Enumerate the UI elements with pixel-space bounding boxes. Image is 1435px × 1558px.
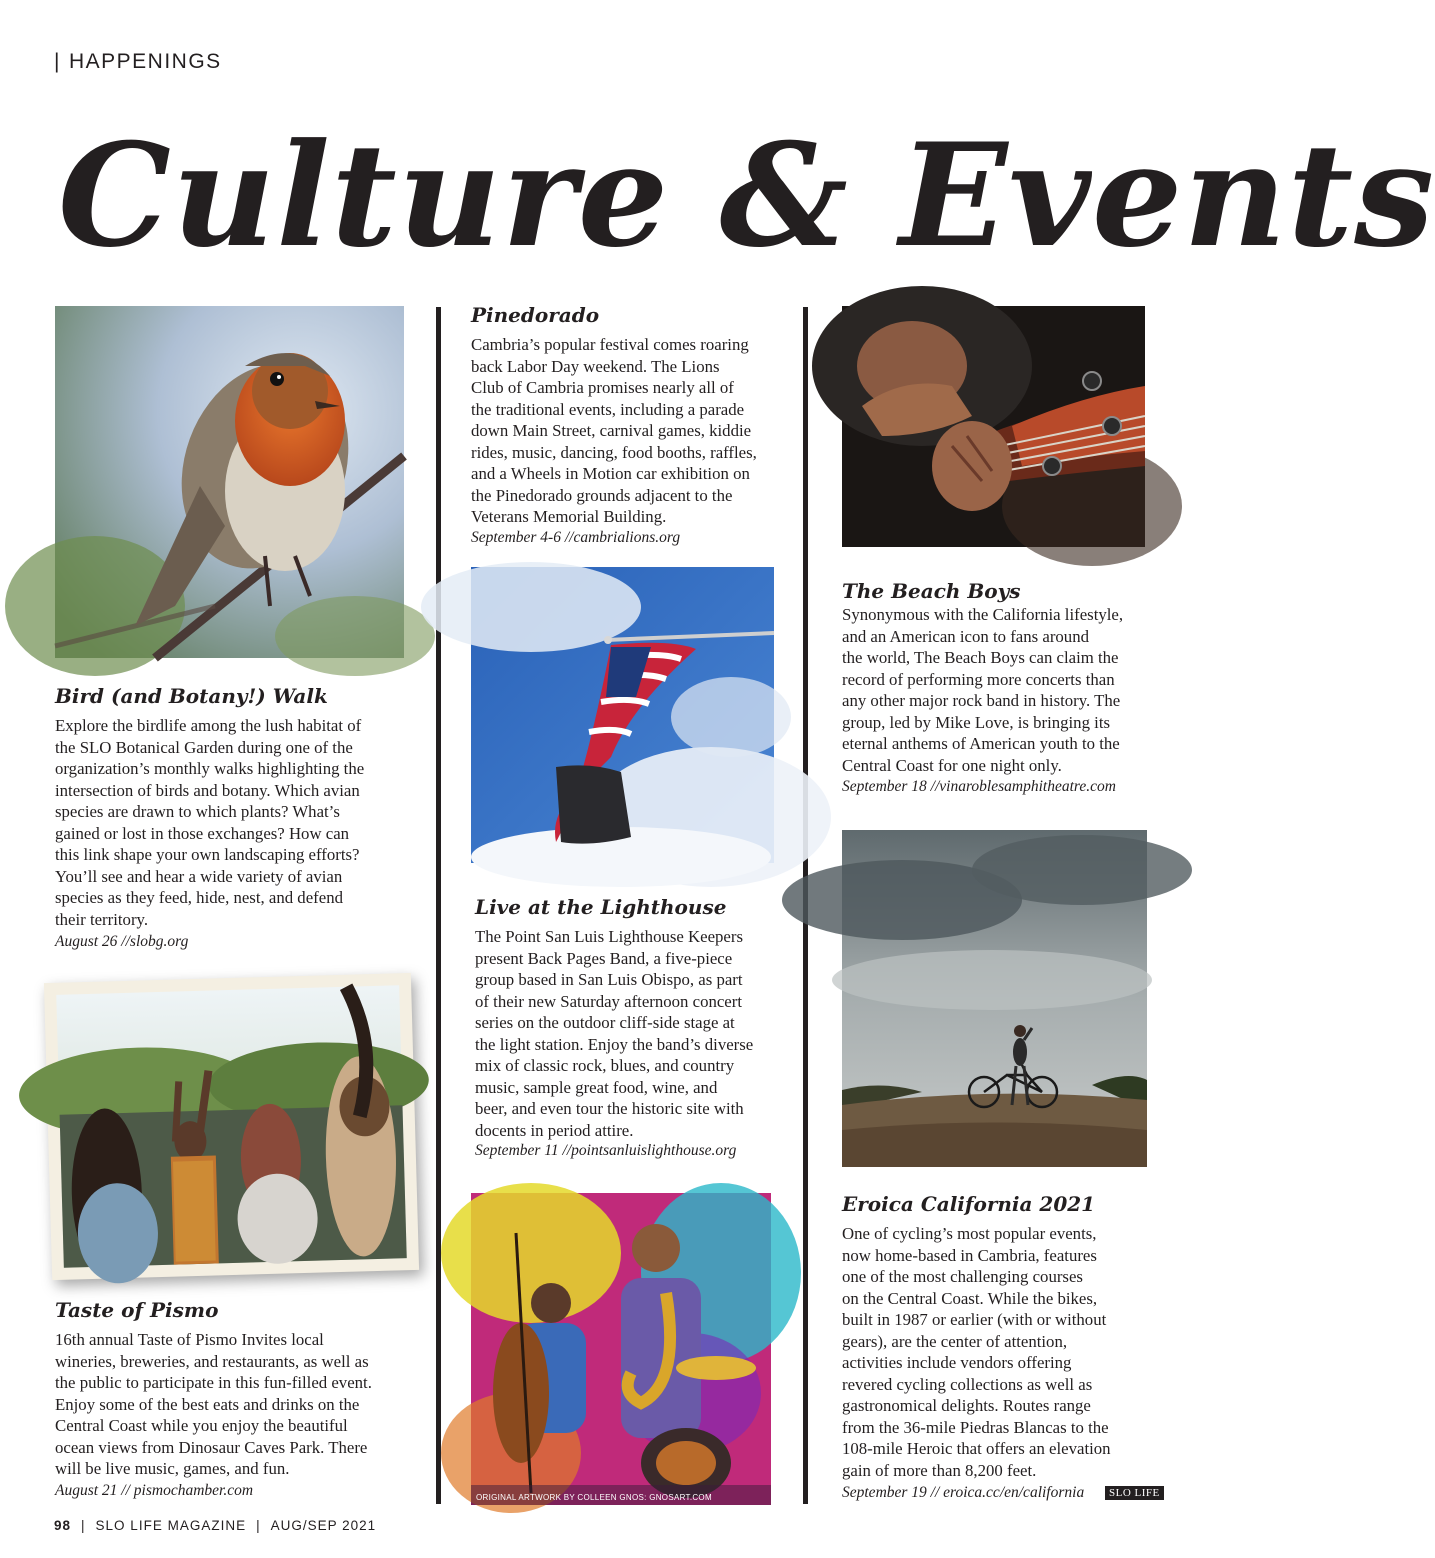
pinedorado-date: September 4-6 //cambrialions.org: [471, 529, 681, 546]
section-tag: [54, 50, 222, 74]
page-title: Culture & Events: [58, 113, 1435, 279]
eroica-date: September 19 // eroica.cc/en/california: [842, 1484, 1085, 1501]
guitar-photo: [842, 306, 1145, 547]
lighthouse-date: September 11 //pointsanluislighthouse.org: [475, 1142, 737, 1159]
festival-photo: [44, 973, 419, 1280]
footer-divider-2: |: [256, 1518, 261, 1533]
beach-boys-title: The Beach Boys: [842, 579, 1021, 603]
end-mark: SLO LIFE: [1105, 1486, 1164, 1500]
pinedorado-title: Pinedorado: [471, 303, 600, 327]
bird-walk-date: August 26 //slobg.org: [55, 933, 189, 950]
robin-photo: [55, 306, 404, 658]
magazine-name: SLO LIFE MAGAZINE: [95, 1518, 247, 1533]
lighthouse-title: Live at the Lighthouse: [475, 895, 727, 919]
eroica-title: Eroica California 2021: [842, 1192, 1096, 1216]
cyclist-photo: [842, 830, 1147, 1167]
bird-walk-body: Explore the birdlife among the lush habitat of the SLO Botanical Garden during one of the organization’s monthly walks highlighting the intersection of birds and botany. Which avian species are drawn to which plants? What’s gained or lost in those exchanges? How can this link shape your own landscaping efforts? You’ll see and hear a wide variety of avian species as they feed, hide, nest, and defend their territory.: [55, 716, 365, 929]
flag-photo: [471, 567, 774, 863]
photo-credit: ORIGINAL ARTWORK BY COLLEEN GNOS: GNOSART.COM: [476, 1493, 712, 1502]
section-name: HAPPENINGS: [68, 50, 222, 73]
taste-of-pismo-date: August 21 // pismochamber.com: [55, 1482, 254, 1499]
beach-boys-date: September 18 //vinaroblesamphitheatre.com: [842, 778, 1116, 795]
bird-walk-title: Bird (and Botany!) Walk: [55, 684, 328, 708]
beach-boys-body: Synonymous with the California lifestyle, and an American icon to fans around the world, The Beach Boys can claim the record of performing more concerts than any other major rock band in history. The group, led by Mike Love, is bringing its eternal anthems of American youth to the Central Coast for one night only.: [842, 605, 1124, 775]
page-footer: [54, 1518, 376, 1533]
footer-divider: |: [81, 1518, 86, 1533]
eroica-body: One of cycling’s most popular events, now home-based in Cambria, features one of the most challenging courses on the Central Coast. While the bikes, built in 1987 or earlier (with or without gears), are the center of attention, activities include vendors offering revered cycling collections as well as gastronomical delights. Routes range from the 36-mile Piedras Blancas to the 108-mile Heroic that offers an elevation gain of more than 8,200 feet.: [842, 1224, 1111, 1480]
taste-of-pismo-title: Taste of Pismo: [55, 1298, 219, 1322]
page-number: 98: [54, 1518, 72, 1533]
taste-of-pismo-body: 16th annual Taste of Pismo Invites local wineries, breweries, and restaurants, as well as the public to participate in this fun-filled event. Enjoy some of the best eats and drinks on the Central Coast while you enjoy the beautiful ocean views from Dinosaur Caves Park. There will be live music, games, and fun.: [55, 1330, 372, 1478]
issue-date: AUG/SEP 2021: [270, 1518, 377, 1533]
section-divider: |: [54, 50, 61, 73]
pinedorado-body: Cambria’s popular festival comes roaring back Labor Day weekend. The Lions Club of Cambria promises nearly all of the traditional events, including a parade down Main Street, carnival games, kiddie rides, music, dancing, food booths, raffles, and a Wheels in Motion car exhibition on the Pinedorado grounds adjacent to the Veterans Memorial Building.: [471, 335, 757, 526]
jazz-artwork: [471, 1193, 771, 1505]
lighthouse-body: The Point San Luis Lighthouse Keepers present Back Pages Band, a five-piece group based in San Luis Obispo, as part of their new Saturday afternoon concert series on the outdoor cliff-side stage at the light station. Enjoy the band’s diverse mix of classic rock, blues, and country music, sample great food, wine, and beer, and even tour the historic site with docents in period attire.: [475, 927, 754, 1140]
column-rule-left: [436, 307, 441, 1504]
